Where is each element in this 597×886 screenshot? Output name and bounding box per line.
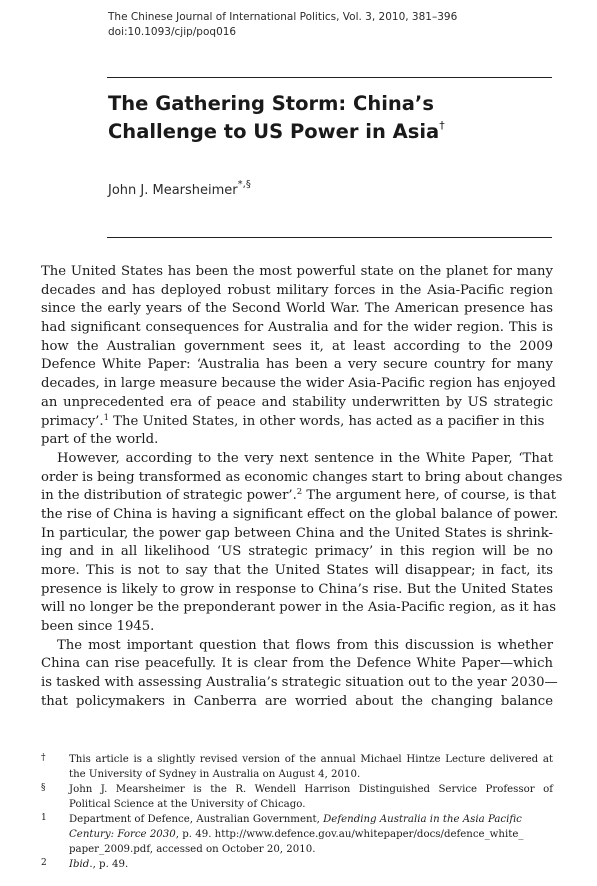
footnote-line: John J. Mearsheimer is the R. Wendell Harrison Distinguished Service Professor of (69, 784, 553, 795)
body-line: Defence White Paper: ‘Australia has been a very secure country for many (41, 357, 553, 373)
footnote-line (69, 857, 553, 872)
body-line: an unprecedented era of peace and stability underwritten by US strategic (41, 394, 553, 410)
body-line: ing and in all likelihood ‘US strategic primacy’ in this region will be no (41, 544, 553, 560)
body-line: In particular, the power gap between China and the United States is shrink- (41, 525, 553, 541)
body-line (41, 487, 557, 506)
body-line: how the Australian government sees it, at least according to the 2009 (41, 338, 553, 354)
body-line: the rise of China is having a significant effect on the global balance of power. (41, 506, 559, 522)
header-rule (107, 77, 552, 78)
journal-citation: The Chinese Journal of International Politics, Vol. 3, 2010, 381–396 (108, 11, 458, 23)
footnote-section (41, 782, 553, 812)
footnote-line: paper_2009.pdf, accessed on October 20, 2010. (69, 844, 316, 855)
body-line: The most important question that flows from this discussion is whether (57, 637, 553, 653)
title-line-2 (108, 118, 553, 146)
body-line: is tasked with assessing Australia’s strategic situation out to the year 2030— (41, 675, 558, 691)
body-line: that policymakers in Canberra are worried about the changing balance (41, 693, 553, 709)
body-line: will no longer be the preponderant power in the Asia-Pacific region, as it has (41, 600, 557, 616)
footnote-dagger (41, 752, 553, 782)
title-line-1: The Gathering Storm: China’s (108, 92, 434, 115)
footnote-mark: § (41, 783, 46, 793)
footnote-url: , p. 49. http://www.defence.gov.au/whitepaper/docs/defence_white_ (175, 829, 524, 840)
footnotes (41, 752, 553, 872)
footnote-1 (41, 812, 553, 857)
author-footnote-marks: *,§ (237, 179, 251, 190)
footnote-mark: † (41, 753, 46, 763)
footnote-line: Political Science at the University of Chicago. (69, 799, 306, 810)
body-line: been since 1945. (41, 619, 155, 635)
footnote-text: ., p. 49. (89, 859, 129, 870)
title-footnote-mark: † (439, 119, 445, 132)
title-block-rule (107, 237, 552, 238)
body-text: primacy’. (41, 413, 104, 429)
journal-header (108, 10, 568, 40)
title-line-2-text: Challenge to US Power in Asia (108, 120, 440, 143)
body-line (41, 413, 553, 432)
footnote-line (69, 827, 553, 842)
footnote-mark: 1 (41, 813, 47, 823)
body-line: since the early years of the Second World War. The American presence has (41, 301, 553, 317)
body-line: However, according to the very next sentence in the White Paper, ‘That (57, 450, 553, 466)
body-line: decades, in large measure because the wider Asia-Pacific region has enjoyed (41, 376, 556, 392)
body-text: in the distribution of strategic power’. (41, 488, 297, 504)
footnote-title: Defending Australia in the Asia Pacific (323, 814, 522, 825)
body-line: China can rise peacefully. It is clear from the Defence White Paper—which (41, 656, 553, 672)
footnote-title: Century: Force 2030 (69, 829, 176, 840)
body-line: order is being transformed as economic changes start to bring about changes (41, 469, 563, 485)
footnote-line (69, 812, 553, 827)
body-line: part of the world. (41, 432, 159, 448)
body-line: decades and has deployed robust military forces in the Asia-Pacific region (41, 282, 553, 298)
body-line: more. This is not to say that the United States will disappear; in fact, its (41, 563, 553, 578)
footnote-text: Department of Defence, Australian Government, (69, 814, 324, 825)
body-line: presence is likely to grow in response to China’s rise. But the United States (41, 581, 553, 597)
body-line: had significant consequences for Australia and for the wider region. This is (41, 320, 553, 336)
article-body (41, 263, 563, 712)
footnote-2 (41, 857, 553, 872)
paragraph-1 (41, 263, 556, 450)
footnote-line: the University of Sydney in Australia on August 4, 2010. (69, 769, 361, 780)
body-text: The argument here, of course, is that (302, 488, 557, 504)
paragraph-2 (41, 450, 563, 637)
body-line: The United States has been the most powerful state on the planet for many (41, 264, 553, 279)
footnote-ref-1: 1 (103, 412, 109, 423)
footnote-line: This article is a slightly revised version of the annual Michael Hintze Lecture delivered at (69, 754, 553, 765)
footnote-ref-2: 2 (296, 487, 303, 498)
paragraph-3 (41, 637, 558, 712)
footnote-ibid: Ibid (69, 859, 90, 870)
article-title (108, 90, 553, 146)
author-byline (108, 179, 251, 200)
body-text: The United States, in other words, has acted as a pacifier in this (108, 413, 545, 429)
footnote-mark: 2 (41, 858, 47, 868)
doi: doi:10.1093/cjip/poq016 (108, 26, 237, 38)
author-name: John J. Mearsheimer (108, 183, 238, 198)
